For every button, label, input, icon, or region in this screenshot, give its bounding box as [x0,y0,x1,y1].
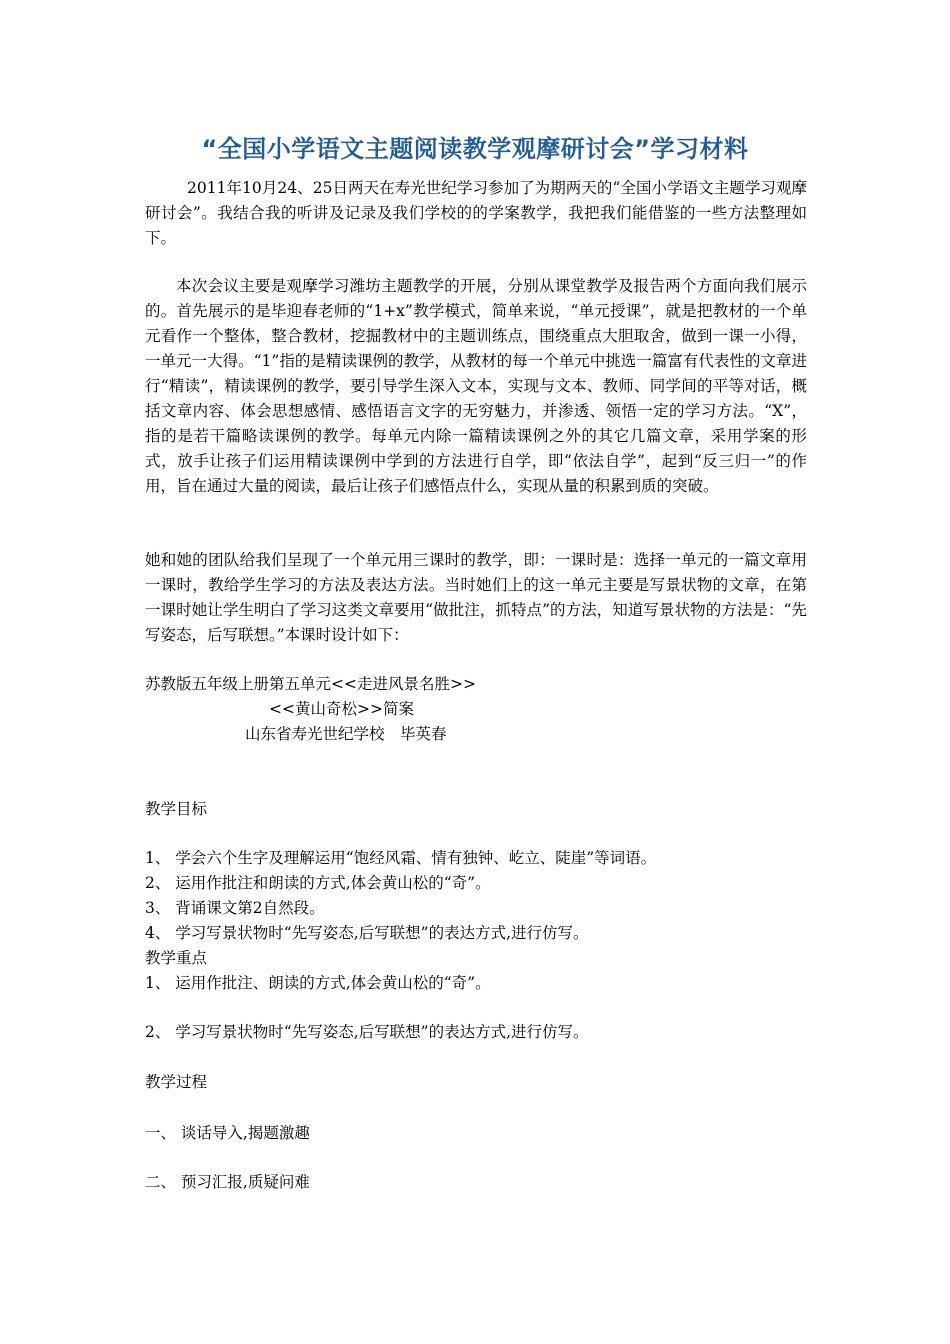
goals-heading: 教学目标 [145,800,208,818]
team-paragraph: 她和她的团队给我们呈现了一个单元用三课时的教学，即：一课时是：选择一单元的一篇文章用一课时，教给学生学习的方法及表达方法。当时她们上的这一单元主要是写景状物的文章，在第一课时她让学生明白了学习这类文章要用“做批注，抓特点”的方法，知道写景状物的方法是：“先写姿态，后写联想。”本课时设计如下： [145,551,807,644]
goal-item: 4、 学习写景状物时“先写姿态,后写联想”的表达方式,进行仿写。 [145,924,589,942]
lesson-title: <<黄山奇松>>简案 [269,700,414,718]
focus-item: 1、 运用作批注、朗读的方式,体会黄山松的“奇”。 [145,974,491,992]
goal-item: 2、 运用作批注和朗读的方式,体会黄山松的“奇”。 [145,874,491,892]
process-item: 二、 预习汇报,质疑问难 [145,1173,310,1191]
lesson-author: 山东省寿光世纪学校 毕英春 [245,725,447,743]
document-title: “全国小学语文主题阅读教学观摩研讨会”学习材料 [201,135,749,163]
goal-item: 3、 背诵课文第2自然段。 [145,899,325,917]
process-heading: 教学过程 [145,1073,208,1091]
goal-item: 1、 学会六个生字及理解运用“饱经风霜、情有独钟、屹立、陡崖”等词语。 [145,849,657,867]
intro-paragraph: 2011年10月24、25日两天在寿光世纪学习参加了为期两天的“全国小学语文主题学习观摩研讨会”。我结合我的听讲及记录及我们学校的的学案教学，我把我们能借鉴的一些方法整理如下。 [145,179,807,247]
focus-heading: 教学重点 [145,949,208,967]
focus-item: 2、 学习写景状物时“先写姿态,后写联想”的表达方式,进行仿写。 [145,1023,589,1041]
meeting-paragraph: 本次会议主要是观摩学习潍坊主题教学的开展，分别从课堂教学及报告两个方面向我们展示的。首先展示的是毕迎春老师的“1+x”教学模式，简单来说，“单元授课”，就是把教材的一个单元看作一个整体，整合教材，挖掘教材中的主题训练点，围绕重点大胆取舍，做到一课一小得，一单元一大得。“1”指的是精读课例的教学，从教材的每一个单元中挑选一篇富有代表性的文章进行“精读”，精读课例的教学，要引导学生深入文本，实现与文本、教师、同学间的平等对话，概括文章内容、体会思想感情、感悟语言文字的无穷魅力，并渗透、领悟一定的学习方法。“X”，指的是若干篇略读课例的教学。每单元内除一篇精读课例之外的其它几篇文章，采用学案的形式，放手让孩子们运用精读课例中学到的方法进行自学，即“依法自学”，起到“反三归一”的作用，旨在通过大量的阅读，最后让孩子们感悟点什么，实现从量的积累到质的突破。 [145,277,807,495]
process-item: 一、 谈话导入,揭题激趣 [145,1124,310,1142]
lesson-unit: 苏教版五年级上册第五单元<<走进风景名胜>> [145,675,476,693]
